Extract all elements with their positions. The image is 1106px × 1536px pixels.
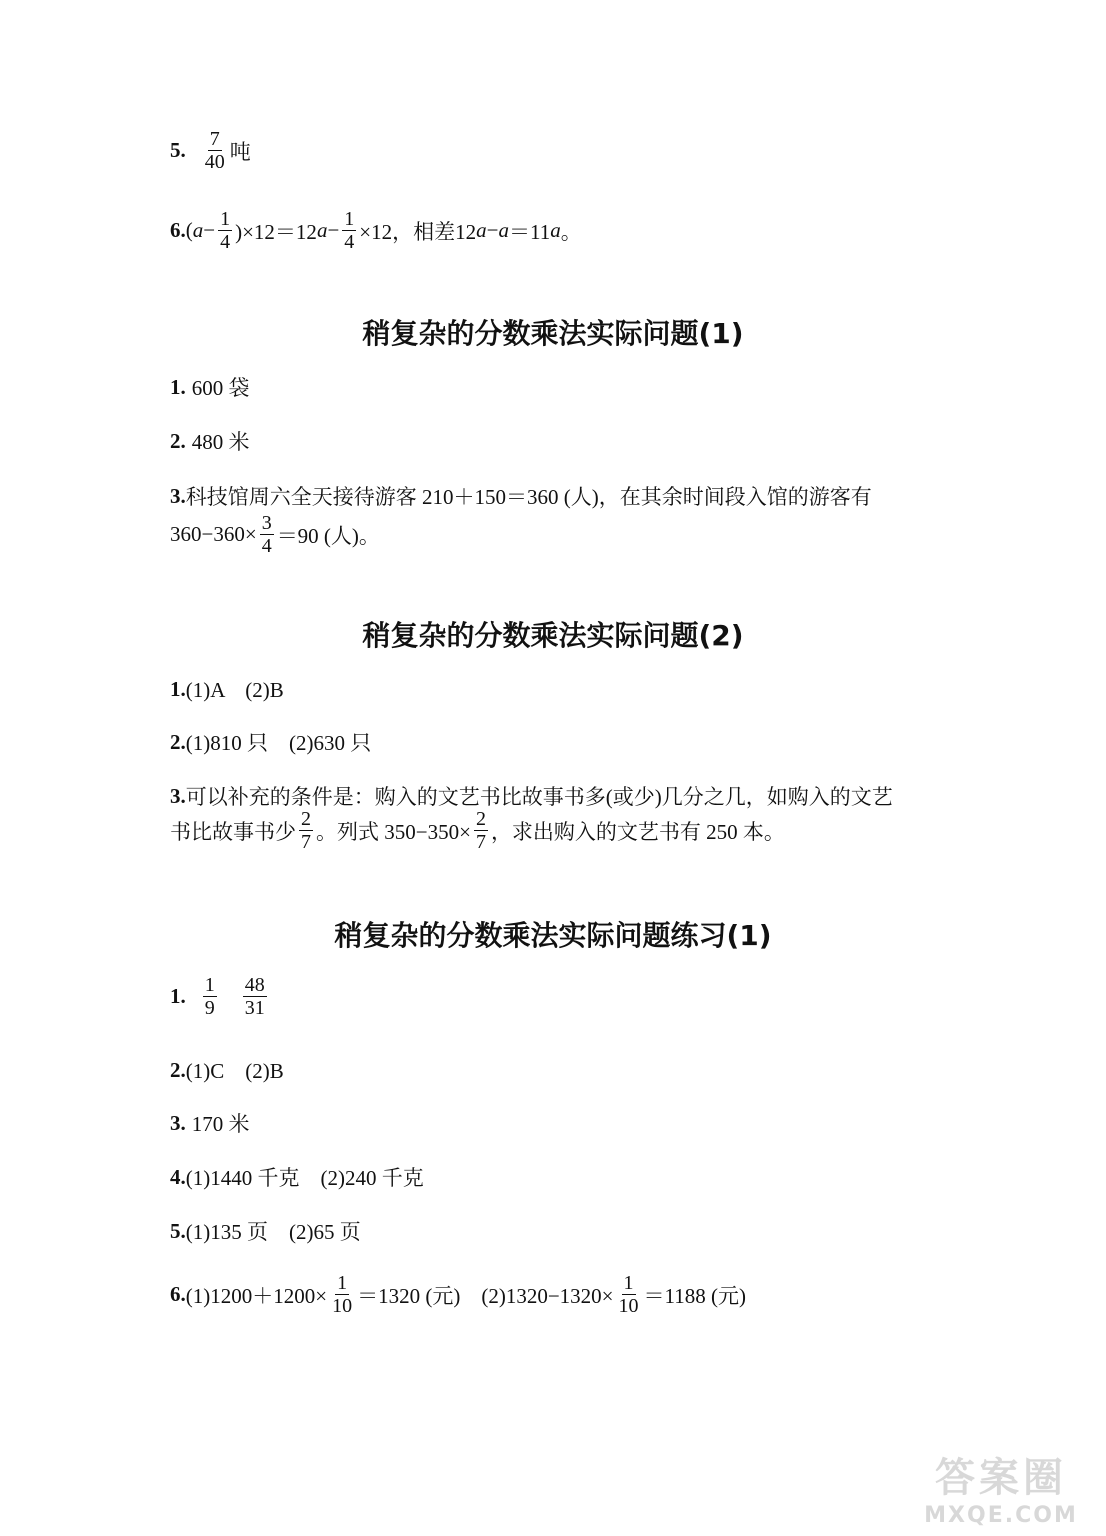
fraction: $\frac{2}{7}$ (475, 808, 486, 853)
answer-6: 6. ( a − $\frac{1}{4}$ )×12＝12 a − $\frac{1}{4}$ ×12，相差12 a − a ＝11 a 。 (170, 208, 582, 253)
answer-number: 5. (170, 138, 186, 162)
fraction: $\frac{3}{4}$ (261, 512, 272, 557)
fraction: $\frac{48}{31}$ (244, 974, 265, 1019)
answer-3: 3. 可以补充的条件是：购入的文艺书比故事书多(或少)几分之几，如购入的文艺 (170, 783, 893, 809)
answer-1: 1. $\frac{1}{9}$ $\frac{48}{31}$ (170, 974, 265, 1019)
answer-4: 4. (1)1440 千克 (2)240 千克 (170, 1164, 424, 1190)
watermark-logo (916, 1446, 1086, 1526)
section-title: 稍复杂的分数乘法实际问题(1) (362, 317, 744, 350)
section-title: 稍复杂的分数乘法实际问题练习(1) (334, 919, 772, 952)
answer-2: 2. 480 米 (170, 428, 250, 454)
answer-2: 2. (1)C (2)B (170, 1057, 284, 1083)
answer-5: 5. (1)135 页 (2)65 页 (170, 1218, 361, 1244)
fraction: $\frac{1}{10}$ (618, 1272, 639, 1317)
watermark-title: 答案圈 (935, 1455, 1067, 1501)
answer-3: 3. 170 米 (170, 1110, 250, 1136)
section-title: 稍复杂的分数乘法实际问题(2) (362, 619, 744, 652)
answer-6: 6. (1)1200＋1200× $\frac{1}{10}$ ＝1320 (元) (2)1320−1320× $\frac{1}{10}$ ＝1188 (元) (170, 1272, 746, 1317)
answer-number: 6. (170, 218, 186, 242)
answer-2: 2. (1)810 只 (2)630 只 (170, 729, 372, 755)
answer-3: 3. 科技馆周六全天接待游客 210＋150＝360 (人)，在其余时间段入馆的游客有 (170, 483, 872, 509)
answer-3-continued: 360−360× $\frac{3}{4}$ ＝90 (人)。 (170, 512, 380, 557)
fraction: $\frac{1}{9}$ (204, 974, 215, 1019)
answer-1: 1. 600 袋 (170, 374, 250, 400)
answer-5 (170, 128, 251, 173)
fraction: $\frac{1}{4}$ (344, 208, 355, 253)
fraction: $\frac{7}{40}$ (204, 128, 225, 173)
watermark-site: MXQE.COM (924, 1503, 1078, 1528)
unit-text: 吨 (229, 139, 251, 164)
answer-1: 1. (1)A (2)B (170, 676, 284, 702)
fraction: $\frac{1}{10}$ (332, 1272, 353, 1317)
fraction: $\frac{1}{4}$ (220, 208, 231, 253)
answer-3-continued: 书比故事书少 $\frac{2}{7}$ 。列式 350−350× $\frac{2}{7}$ ，求出购入的文艺书有 250 本。 (170, 808, 785, 853)
fraction: $\frac{2}{7}$ (301, 808, 311, 853)
